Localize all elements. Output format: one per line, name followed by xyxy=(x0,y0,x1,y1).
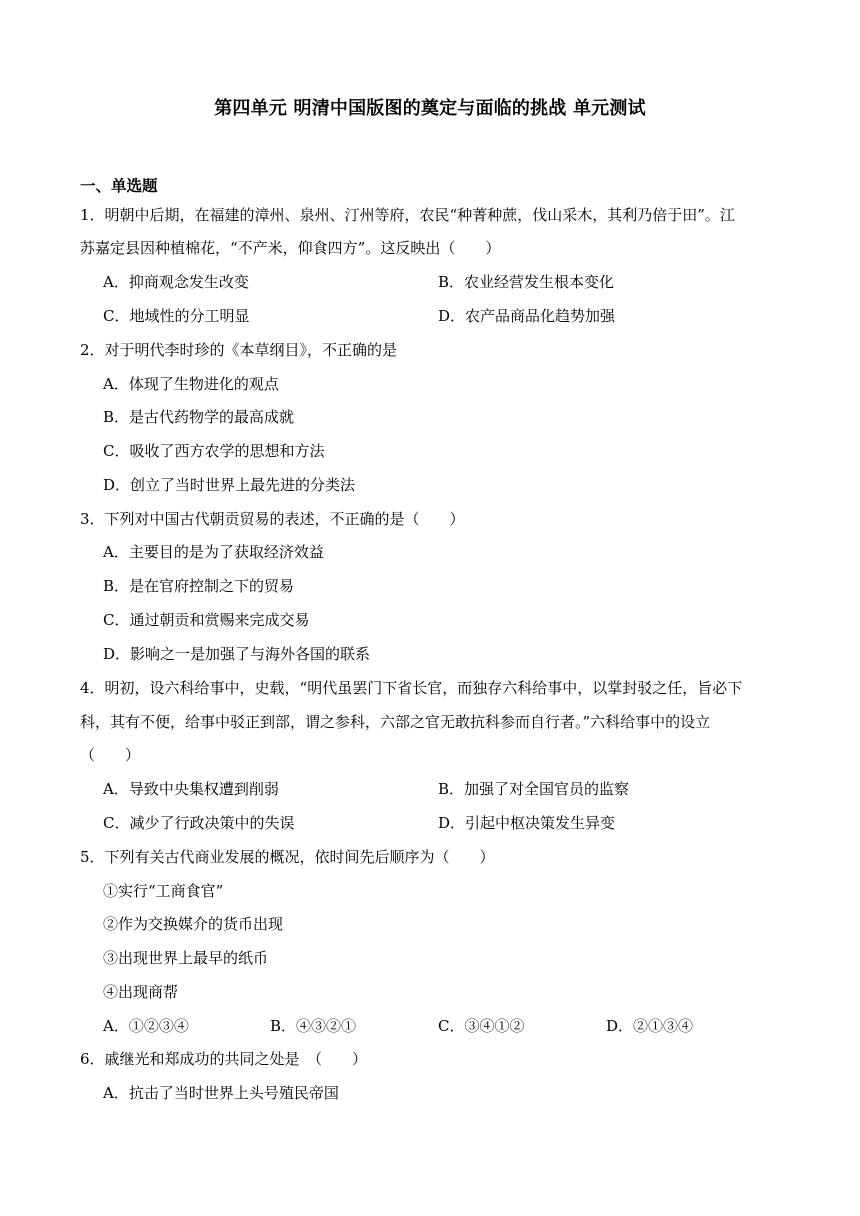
question-5-stem: 5．下列有关古代商业发展的概况，依时间先后顺序为（ ） xyxy=(80,848,495,866)
question-2-stem: 2．对于明代李时珍的《本草纲目》，不正确的是 xyxy=(80,341,398,359)
question-6-option-a: A．抗击了当时世界上头号殖民帝国 xyxy=(103,1084,339,1102)
question-4-stem-line-3: （ ） xyxy=(80,746,141,764)
question-5-option-b: B．④③②① xyxy=(270,1017,357,1035)
question-1-option-b: B．农业经营发生根本变化 xyxy=(438,273,615,291)
question-1-option-c: C．地域性的分工明显 xyxy=(103,307,250,325)
section-heading: 一、单选题 xyxy=(80,177,158,195)
question-3-option-a: A．主要目的是为了获取经济效益 xyxy=(103,543,324,561)
question-4-option-a: A．导致中央集权遭到削弱 xyxy=(103,780,279,798)
question-2-option-b: B．是古代药物学的最高成就 xyxy=(103,408,295,426)
question-2-option-a: A．体现了生物进化的观点 xyxy=(103,375,279,393)
question-1-stem-line-2: 苏嘉定县因种植棉花，“不产米，仰食四方”。这反映出（ ） xyxy=(80,239,501,257)
question-5-option-d: D．②①③④ xyxy=(606,1017,694,1035)
question-5-item-3: ③出现世界上最早的纸币 xyxy=(103,949,269,967)
question-4-option-b: B．加强了对全国官员的监察 xyxy=(438,780,630,798)
question-5-item-4: ④出现商帮 xyxy=(103,983,179,1001)
question-3-option-d: D．影响之一是加强了与海外各国的联系 xyxy=(103,645,371,663)
question-4-stem-line-2: 科，其有不便，给事中驳正到部，谓之参科，六部之官无敢抗科参而自行者。”六科给事中的设立 xyxy=(80,713,711,731)
question-1-stem-line-1: 1．明朝中后期，在福建的漳州、泉州、汀州等府，农民“种菁种蔗，伐山采木，其利乃倍于田”。江 xyxy=(80,206,735,224)
question-3-option-b: B．是在官府控制之下的贸易 xyxy=(103,577,295,595)
question-4-option-c: C．减少了行政决策中的失误 xyxy=(103,814,295,832)
question-4-stem-line-1: 4．明初，设六科给事中，史载，“明代虽罢门下省长官，而独存六科给事中，以掌封驳之任，旨必下 xyxy=(80,679,743,697)
question-2-option-d: D．创立了当时世界上最先进的分类法 xyxy=(103,476,356,494)
question-5-item-1: ①实行“工商食官” xyxy=(103,882,224,900)
question-4-option-d: D．引起中枢决策发生异变 xyxy=(438,814,616,832)
question-5-option-a: A．①②③④ xyxy=(103,1017,189,1035)
page-title: 第四单元 明清中国版图的奠定与面临的挑战 单元测试 xyxy=(214,98,646,119)
question-2-option-c: C．吸收了西方农学的思想和方法 xyxy=(103,442,325,460)
question-3-option-c: C．通过朝贡和赏赐来完成交易 xyxy=(103,611,310,629)
question-5-item-2: ②作为交换媒介的货币出现 xyxy=(103,915,284,933)
question-1-option-a: A．抑商观念发生改变 xyxy=(103,273,249,291)
question-6-stem: 6．戚继光和郑成功的共同之处是 （ ） xyxy=(80,1050,368,1068)
question-3-stem: 3．下列对中国古代朝贡贸易的表述，不正确的是（ ） xyxy=(80,510,465,528)
question-5-option-c: C．③④①② xyxy=(438,1017,525,1035)
question-1-option-d: D．农产品商品化趋势加强 xyxy=(438,307,616,325)
